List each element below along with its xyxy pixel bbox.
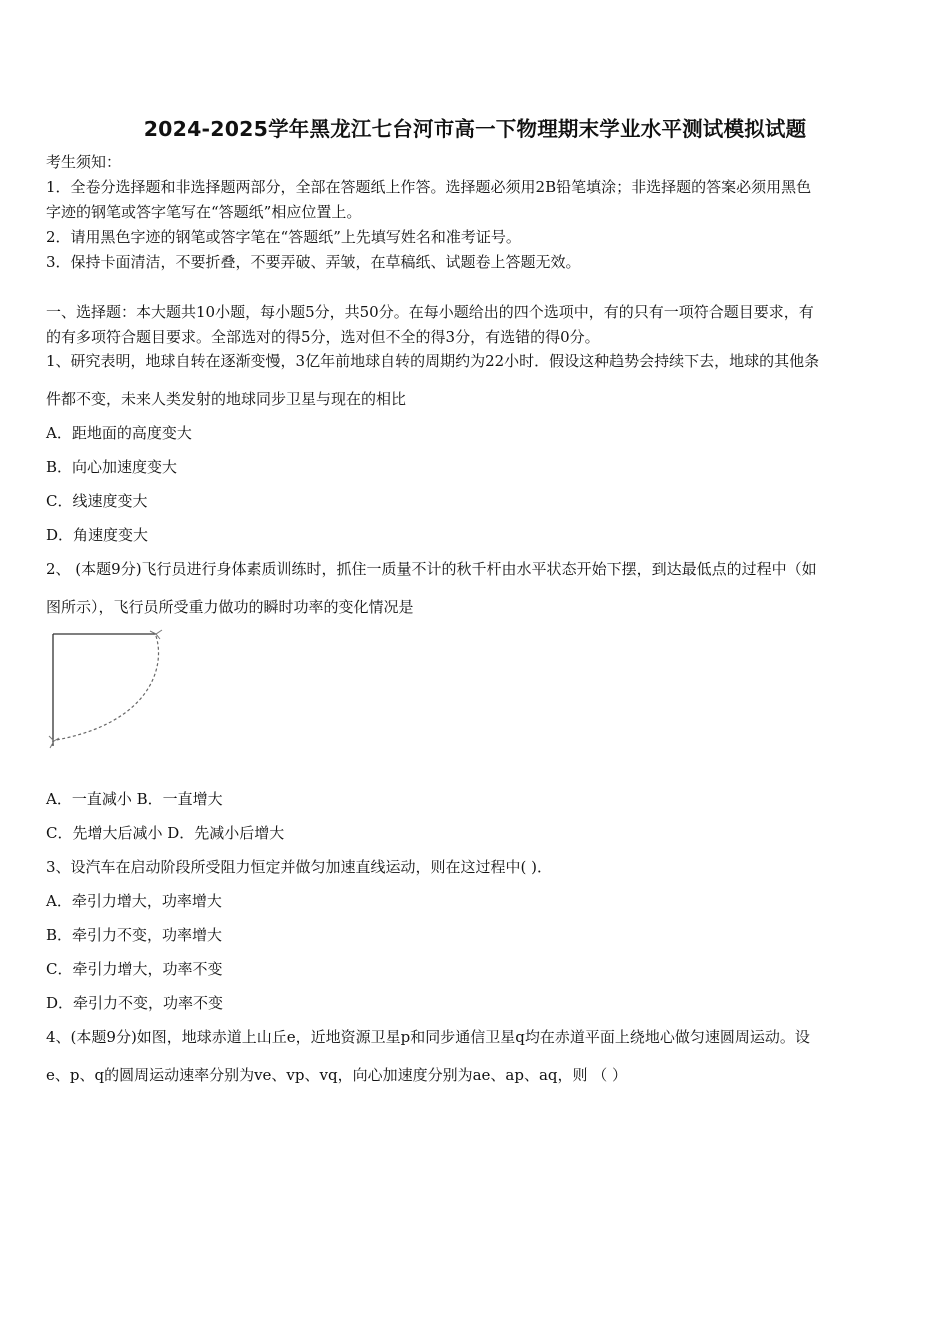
q3-option-a: A．牵引力增大，功率增大 [46, 892, 222, 910]
q3-option-c: C．牵引力增大，功率不变 [46, 960, 223, 978]
q2-stem-line-2: 图所示），飞行员所受重力做功的瞬时功率的变化情况是 [46, 598, 414, 616]
notice-item-3: 3．保持卡面清洁，不要折叠，不要弄破、弄皱，在草稿纸、试题卷上答题无效。 [46, 253, 581, 271]
q1-stem-line-1: 1、研究表明，地球自转在逐渐变慢，3亿年前地球自转的周期约为22小时．假设这种趋势会持续下去，地球的其他条 [46, 352, 820, 370]
q2-options-row-1: A．一直减小 B．一直增大 [46, 790, 223, 808]
q1-option-a: A．距地面的高度变大 [46, 424, 192, 442]
swing-arc [56, 636, 159, 740]
q2-options-row-2: C．先增大后减小 D．先减小后增大 [46, 824, 285, 842]
q3-stem: 3、设汽车在启动阶段所受阻力恒定并做匀加速直线运动，则在这过程中( )． [46, 858, 553, 876]
notice-item-2: 2．请用黑色字迹的钢笔或答字笔在“答题纸”上先填写姓名和准考证号。 [46, 228, 521, 246]
q3-option-d: D．牵引力不变，功率不变 [46, 994, 224, 1012]
q4-stem-line-1: 4、(本题9分)如图，地球赤道上山丘e，近地资源卫星p和同步通信卫星q均在赤道平面上绕地心做匀速圆周运动。设 [46, 1028, 810, 1046]
q4-stem-line-2: e、p、q的圆周运动速率分别为ve、vp、vq，向心加速度分别为ae、ap、aq，则 （ ） [46, 1066, 628, 1084]
q1-stem-line-2: 件都不变，未来人类发射的地球同步卫星与现在的相比 [46, 390, 407, 408]
q3-option-b: B．牵引力不变，功率增大 [46, 926, 223, 944]
page-title: 2024-2025学年黑龙江七台河市高一下物理期末学业水平测试模拟试题 [143, 117, 807, 141]
notice-heading: 考生须知： [46, 153, 122, 171]
section-intro-line-2: 的有多项符合题目要求。全部选对的得5分，选对但不全的得3分，有选错的得0分。 [46, 328, 600, 346]
section-intro-line-1: 一、选择题：本大题共10小题，每小题5分，共50分。在每小题给出的四个选项中，有的只有一项符合题目要求，有 [46, 303, 814, 321]
notice-item-1-cont: 字迹的钢笔或答字笔写在“答题纸”相应位置上。 [46, 203, 362, 221]
q1-option-b: B．向心加速度变大 [46, 458, 178, 476]
pilot-end-mark [49, 736, 59, 748]
notice-item-1: 1．全卷分选择题和非选择题两部分，全部在答题纸上作答。选择题必须用2B铅笔填涂；非选择题的答案必须用黑色 [46, 178, 812, 196]
q1-option-c: C．线速度变大 [46, 492, 148, 510]
swing-diagram [44, 628, 174, 753]
q1-option-d: D．角速度变大 [46, 526, 149, 544]
q2-stem-line-1: 2、 (本题9分)飞行员进行身体素质训练时，抓住一质量不计的秋千杆由水平状态开始下摆，到达最低点的过程中（如 [46, 560, 817, 578]
